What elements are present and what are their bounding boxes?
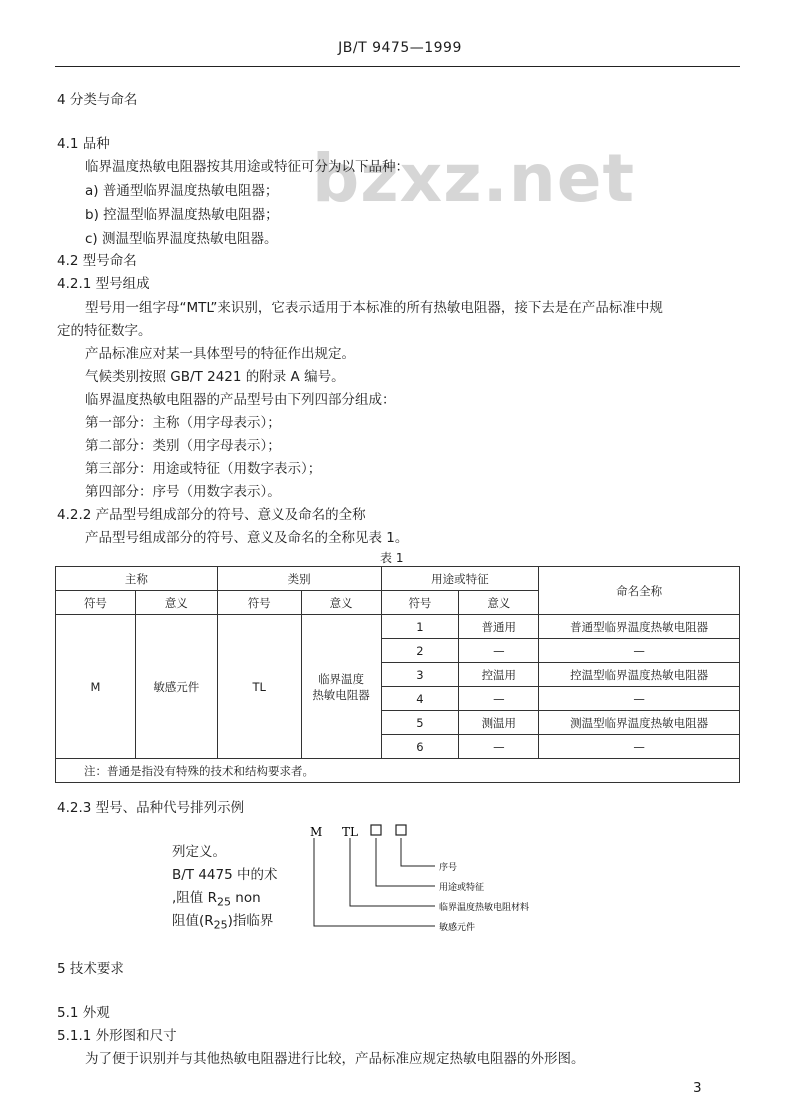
class-mean-line1: 临界温度	[318, 671, 365, 686]
section-4-2-3-heading: 4.2.3 型号、品种代号排列示例	[57, 800, 245, 816]
cell-fullname: 普通型临界温度热敏电阻器	[539, 615, 740, 639]
cell-main-mean: 敏感元件	[135, 615, 217, 759]
section-5-heading: 5 技术要求	[57, 961, 124, 977]
cell-use-sym: 5	[381, 711, 459, 735]
diagram-m: M	[310, 825, 323, 839]
th-use: 用途或特征	[381, 567, 539, 591]
watermark: bzxz.net	[312, 140, 636, 217]
overlap-text-1: 列定义。	[172, 844, 226, 860]
table-row	[56, 615, 740, 639]
para-model-line2: 定的特征数字。	[57, 323, 152, 339]
cell-fullname: 测温型临界温度热敏电阻器	[539, 711, 740, 735]
th-use-mean: 意义	[459, 591, 539, 615]
para-outline: 为了便于识别并与其他热敏电阻器进行比较，产品标准应规定热敏电阻器的外形图。	[85, 1051, 585, 1067]
label-seq: 序号	[439, 863, 458, 873]
page-header: JB/T 9475—1999	[338, 40, 462, 56]
label-class: 临界温度热敏电阻材料	[439, 903, 530, 913]
part-4: 第四部分：序号（用数字表示）。	[85, 484, 281, 500]
cell-fullname: —	[539, 639, 740, 663]
label-use: 用途或特征	[439, 883, 485, 893]
cell-fullname: —	[539, 687, 740, 711]
th-main-mean: 意义	[135, 591, 217, 615]
overlap-text-4b: 25	[213, 918, 228, 932]
list-item-a: a) 普通型临界温度热敏电阻器；	[85, 183, 279, 199]
diagram-tl: TL	[342, 825, 358, 839]
cell-use-sym: 4	[381, 687, 459, 711]
cell-class-mean	[301, 615, 381, 759]
table-1	[55, 566, 740, 783]
table-note: 注：普通是指没有特殊的技术和结构要求者。	[56, 759, 740, 783]
th-use-sym: 符号	[381, 591, 459, 615]
overlap-text-2: B/T 4475 中的术	[172, 867, 278, 883]
leader-use	[376, 838, 435, 886]
para-model-line1: 型号用一组字母“MTL”来识别，它表示适用于本标准的所有热敏电阻器，接下去是在产品标准中规	[85, 300, 663, 316]
leader-class	[350, 838, 435, 906]
class-mean-line2: 热敏电阻器	[312, 687, 370, 702]
para-four-parts: 临界温度热敏电阻器的产品型号由下列四部分组成：	[85, 392, 396, 408]
th-class-sym: 符号	[217, 591, 301, 615]
cell-fullname: —	[539, 735, 740, 759]
cell-use-sym: 3	[381, 663, 459, 687]
th-fullname: 命名全称	[539, 567, 740, 615]
th-main: 主称	[56, 567, 218, 591]
para-climate: 气候类别按照 GB/T 2421 的附录 A 编号。	[85, 369, 345, 385]
overlap-text-3b: 25	[216, 895, 231, 909]
cell-use-sym: 6	[381, 735, 459, 759]
cell-use-mean: —	[459, 735, 539, 759]
th-class-mean: 意义	[301, 591, 381, 615]
cell-use-mean: 测温用	[459, 711, 539, 735]
page-number: 3	[693, 1080, 702, 1096]
cell-fullname: 控温型临界温度热敏电阻器	[539, 663, 740, 687]
overlap-text-4c: )指临界	[227, 913, 274, 929]
section-4-1-heading: 4.1 品种	[57, 136, 110, 152]
header-rule	[55, 66, 740, 67]
part-3: 第三部分：用途或特征（用数字表示）；	[85, 461, 322, 477]
leader-seq	[401, 838, 435, 866]
section-4-2-1-heading: 4.2.1 型号组成	[57, 276, 150, 292]
section-4-2-heading: 4.2 型号命名	[57, 253, 137, 269]
leader-main	[314, 838, 435, 926]
section-5-1-1-heading: 5.1.1 外形图和尺寸	[57, 1028, 177, 1044]
list-item-b: b) 控温型临界温度热敏电阻器；	[85, 207, 279, 223]
cell-use-mean: —	[459, 639, 539, 663]
list-item-c: c) 测温型临界温度热敏电阻器。	[85, 231, 278, 247]
cell-use-sym: 1	[381, 615, 459, 639]
para-product-standard: 产品标准应对某一具体型号的特征作出规定。	[85, 346, 355, 362]
para-table-ref: 产品型号组成部分的符号、意义及命名的全称见表 1。	[85, 530, 409, 546]
model-code-diagram	[160, 820, 560, 940]
label-main: 敏感元件	[439, 923, 476, 933]
section-4-1-intro: 临界温度热敏电阻器按其用途或特征可分为以下品种：	[85, 159, 409, 175]
overlap-text-3a: ,阻值 R	[172, 890, 217, 906]
cell-use-mean: 普通用	[459, 615, 539, 639]
cell-use-sym: 2	[381, 639, 459, 663]
cell-main-sym: M	[56, 615, 136, 759]
overlap-text-3c: non	[230, 890, 261, 906]
cell-class-sym: TL	[217, 615, 301, 759]
part-1: 第一部分：主称（用字母表示）；	[85, 415, 281, 431]
diagram-box-use	[371, 825, 381, 835]
section-4-2-2-heading: 4.2.2 产品型号组成部分的符号、意义及命名的全称	[57, 507, 366, 523]
cell-use-mean: —	[459, 687, 539, 711]
th-main-sym: 符号	[56, 591, 136, 615]
table-caption: 表 1	[380, 551, 404, 565]
part-2: 第二部分：类别（用字母表示）；	[85, 438, 281, 454]
section-4-heading: 4 分类与命名	[57, 92, 138, 108]
cell-use-mean: 控温用	[459, 663, 539, 687]
diagram-box-seq	[396, 825, 406, 835]
th-class: 类别	[217, 567, 381, 591]
section-5-1-heading: 5.1 外观	[57, 1005, 110, 1021]
overlap-text-4a: 阻值(R	[172, 913, 214, 929]
